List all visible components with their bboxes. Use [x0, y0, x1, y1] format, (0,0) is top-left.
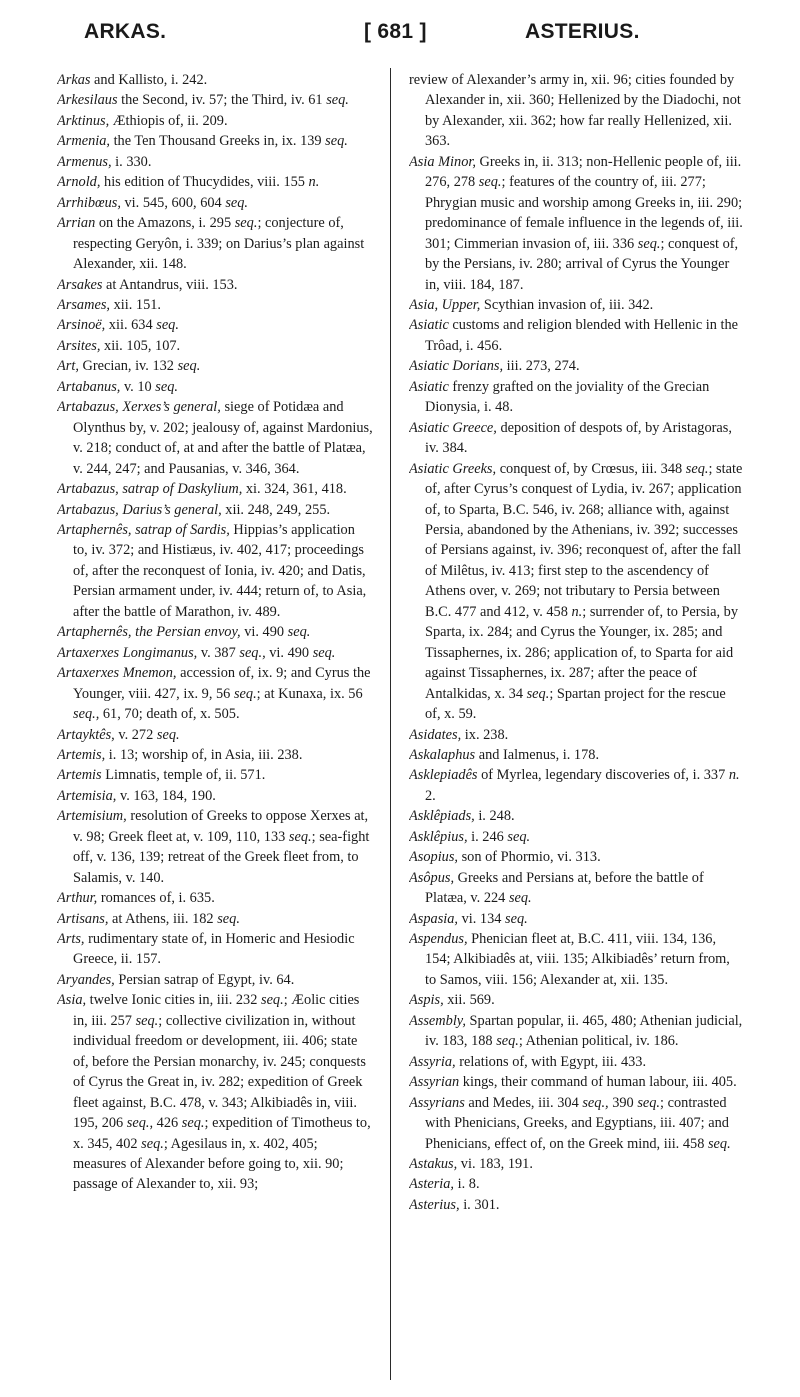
- index-entry: [57, 193, 373, 213]
- entry-text: Limnatis, temple of, ii. 571.: [101, 767, 266, 784]
- entry-term: seq.: [526, 685, 550, 702]
- entry-term: seq.: [637, 235, 661, 252]
- entry-term: Arnold,: [57, 174, 101, 191]
- entry-text: kings, their command of human labour, iii. 405.: [459, 1074, 737, 1091]
- entry-text: and Kallisto, i. 242.: [90, 72, 208, 88]
- entry-term: Arsakes: [57, 276, 103, 293]
- index-entry: [57, 315, 373, 335]
- entry-term: Asôpus,: [409, 869, 455, 886]
- index-entry: [57, 500, 373, 520]
- entry-term: Artisans,: [57, 910, 109, 927]
- index-entry: [409, 418, 743, 459]
- entry-text: vi. 183, 191.: [457, 1156, 533, 1173]
- index-entry: [57, 663, 373, 724]
- entry-text: Grecian, iv. 132: [78, 358, 178, 375]
- entry-term: Armenus,: [57, 153, 112, 170]
- entry-text: siege of Potidæa and Olynthus by, v. 202; jealousy of, against Mardonius, v. 218; conduct of, at and after the battle of Platæa, v. 244, 247; and Pausanias, v. 346, 364.: [73, 399, 373, 477]
- entry-text: his edition of Thucydides, viii. 155: [100, 174, 309, 191]
- index-entry: [57, 970, 373, 990]
- entry-term: seq.: [217, 910, 240, 927]
- entry-term: seq.: [325, 133, 348, 150]
- entry-term: seq.,: [73, 706, 100, 723]
- entry-text: iii. 273, 274.: [503, 358, 580, 375]
- entry-text: at Athens, iii. 182: [108, 910, 218, 927]
- index-entry: [409, 1154, 743, 1174]
- entry-term: Artayktês,: [57, 726, 115, 743]
- entry-term: Asidates,: [409, 726, 462, 743]
- entry-term: Assembly,: [409, 1012, 466, 1029]
- entry-text: of Myrlea, legendary discoveries of, i. 337: [477, 767, 729, 784]
- entry-text: xii. 151.: [110, 296, 162, 313]
- entry-text: ; Æolic cities in, iii. 257: [73, 992, 360, 1029]
- entry-term: Arsinoë,: [57, 317, 106, 334]
- entry-term: Art,: [57, 358, 79, 375]
- entry-text: review of Alexander’s army in, xii. 96; cities founded by Alexander in, xii. 360; Hellenized by the Diadochi, not by Alexander, xii. 362; how far really Hellenized, xii. 363.: [409, 72, 741, 150]
- entry-text: 61, 70; death of, x. 505.: [99, 706, 240, 723]
- entry-term: Asia, Upper,: [409, 296, 481, 313]
- index-entry: [409, 909, 743, 929]
- entry-term: seq.: [287, 624, 311, 641]
- entry-text: xii. 105, 107.: [100, 337, 181, 354]
- header-right-term: ASTERIUS.: [525, 20, 640, 43]
- index-entry: [57, 397, 373, 479]
- entry-term: seq.: [637, 1094, 661, 1111]
- index-entry: [57, 643, 373, 663]
- index-entry: [409, 1052, 743, 1072]
- entry-term: n.: [308, 174, 320, 191]
- entry-text: xi. 324, 361, 418.: [242, 481, 347, 498]
- index-entry: [57, 152, 373, 172]
- entry-text: and Ialmenus, i. 178.: [475, 746, 600, 763]
- index-entry: [57, 172, 373, 192]
- index-entry: [409, 356, 743, 376]
- entry-text: ix. 238.: [461, 726, 509, 743]
- index-entry: [57, 765, 373, 785]
- entry-term: seq.: [496, 1033, 519, 1050]
- entry-text: ; conjecture of, respecting Geryôn, i. 339; on Darius’s plan against Alexander, xii. 148.: [73, 215, 365, 273]
- entry-text: romances of, i. 635.: [97, 890, 215, 907]
- entry-term: seq.: [135, 1012, 159, 1029]
- entry-text: Hippias’s application to, iv. 372; and Histiæus, iv. 402, 417; proceedings of, after the reconquest of Ionia, iv. 420; and Datis, Persian armament under, iv. 444; return of, to Asia, after the battle of Marathon, iv. 489.: [73, 521, 367, 620]
- index-entry: [409, 868, 743, 909]
- entry-term: seq.: [156, 726, 180, 743]
- index-entry: [57, 479, 373, 499]
- entry-term: seq.: [156, 317, 179, 334]
- entry-text: Phenician fleet at, B.C. 411, viii. 134, 136, 154; Alkibiadês at, viii. 135; Alkibiadês’ return from, to Samos, viii. 156; Alexander at, xii. 135.: [425, 931, 730, 988]
- index-entry: [409, 70, 743, 152]
- entry-text: ; surrender of, to Persia, by Sparta, ix. 284; and Cyrus the Younger, ix. 285; and Tissaphernes, ix. 286; application of, to Sparta for aid against Tissaphernes, ix. 287; after the peace of Antalkidas, x. 34: [425, 603, 739, 702]
- index-entry: [57, 356, 373, 376]
- entry-term: seq.: [234, 215, 258, 232]
- index-entry: [409, 745, 743, 765]
- entry-term: seq.: [326, 92, 349, 109]
- entry-term: Askalaphus: [409, 746, 476, 763]
- entry-term: Armenia,: [57, 133, 110, 150]
- entry-text: vi. 545, 600, 604: [120, 194, 226, 211]
- entry-term: Arthur,: [57, 890, 98, 907]
- index-entry: [409, 1011, 743, 1052]
- right-column: [409, 70, 743, 1385]
- entry-text: relations of, with Egypt, iii. 433.: [455, 1053, 647, 1070]
- entry-text: Persian satrap of Egypt, iv. 64.: [114, 971, 295, 988]
- index-entry: [57, 111, 373, 131]
- index-entry: [409, 847, 743, 867]
- entry-text: 426: [153, 1115, 182, 1132]
- entry-term: Asklepiadês: [409, 767, 478, 784]
- index-entry: [57, 213, 373, 274]
- entry-text: i. 248.: [474, 808, 515, 825]
- index-entry: [57, 622, 373, 642]
- entry-term: seq.,: [582, 1094, 609, 1111]
- entry-term: seq.: [155, 378, 179, 395]
- index-entry: [409, 315, 743, 356]
- entry-text: 2.: [425, 787, 436, 804]
- entry-term: Arktinus,: [57, 112, 110, 129]
- entry-term: Arrhibœus,: [57, 194, 121, 211]
- entry-text: v. 10: [120, 378, 156, 395]
- index-entry: [57, 336, 373, 356]
- entry-term: Aspendus,: [409, 931, 468, 948]
- entry-term: seq.: [181, 1115, 205, 1132]
- entry-term: Artemisium,: [57, 808, 127, 825]
- index-entry: [57, 909, 373, 929]
- entry-text: twelve Ionic cities in, iii. 232: [86, 992, 261, 1009]
- entry-term: Artaphernês, satrap of Sardis,: [57, 521, 230, 538]
- index-entry: [57, 725, 373, 745]
- entry-term: seq.: [707, 1135, 731, 1152]
- entry-term: seq.: [505, 910, 528, 927]
- entry-text: xii. 569.: [443, 992, 495, 1009]
- entry-text: vi. 490: [265, 644, 313, 661]
- entry-term: seq.: [478, 174, 502, 191]
- entry-text: vi. 134: [458, 910, 506, 927]
- entry-term: Asiatic: [409, 317, 449, 334]
- entry-text: son of Phormio, vi. 313.: [458, 849, 601, 866]
- entry-text: Æthiopis of, ii. 209.: [109, 112, 228, 129]
- entry-text: v. 272: [114, 726, 157, 743]
- entry-text: ; sea-fight off, v. 136, 139; retreat of the Greek fleet from, to Salamis, v. 140.: [73, 828, 370, 886]
- entry-text: xii. 634: [105, 317, 157, 334]
- entry-term: Artabazus, Darius’s general,: [57, 501, 222, 518]
- index-entry: [409, 1195, 743, 1215]
- entry-term: Aspasia,: [409, 910, 459, 927]
- entry-term: seq.: [508, 890, 532, 907]
- entry-text: ; Agesilaus in, x. 402, 405; measures of Alexander before going to, xii. 90; passage of Alexander to, xii. 93;: [73, 1135, 344, 1193]
- entry-text: i. 246: [467, 828, 508, 845]
- entry-term: seq.: [233, 685, 257, 702]
- entry-text: ; expedition of Timotheus to, x. 345, 402: [73, 1115, 371, 1152]
- index-entry: [57, 131, 373, 151]
- entry-text: customs and religion blended with Hellenic in the Trôad, i. 456.: [425, 317, 739, 354]
- entry-text: ; conquest of, by the Persians, iv. 280; arrival of Cyrus the Younger in, viii. 184, 187.: [425, 235, 739, 293]
- entry-text: at Antandrus, viii. 153.: [102, 276, 238, 293]
- entry-term: Aspis,: [409, 992, 444, 1009]
- index-entry: [409, 725, 743, 745]
- entry-term: seq.: [177, 358, 201, 375]
- index-entry: [409, 152, 743, 295]
- entry-term: Artemis,: [57, 746, 106, 763]
- index-entry: [57, 888, 373, 908]
- entry-term: seq.,: [126, 1115, 154, 1132]
- index-entry: [409, 1093, 743, 1154]
- entry-text: accession of, ix. 9; and Cyrus the Younger, viii. 427, ix. 9, 56: [73, 665, 371, 702]
- entry-text: v. 387: [197, 644, 240, 661]
- entry-text: 390: [608, 1094, 638, 1111]
- index-entry: [57, 377, 373, 397]
- index-entry: [409, 1072, 743, 1092]
- entry-term: Artaxerxes Mnemon,: [57, 665, 177, 682]
- column-divider: [390, 68, 391, 1380]
- entry-term: Assyrian: [409, 1074, 460, 1091]
- entry-term: Asiatic Greeks,: [409, 460, 497, 477]
- entry-term: Artabazus, satrap of Daskylium,: [57, 481, 243, 498]
- entry-term: Assyria,: [409, 1053, 456, 1070]
- header-left-term: ARKAS.: [84, 20, 167, 43]
- left-column: [57, 70, 373, 1385]
- entry-term: Arrian: [57, 215, 96, 232]
- entry-term: Arts,: [57, 931, 85, 948]
- index-entry: [409, 765, 743, 806]
- entry-text: i. 13; worship of, in Asia, iii. 238.: [105, 746, 303, 763]
- index-entry: [57, 786, 373, 806]
- entry-term: Asiatic Greece,: [409, 419, 497, 436]
- entry-text: deposition of despots of, by Aristagoras, iv. 384.: [425, 419, 732, 457]
- entry-term: Asia Minor,: [409, 153, 476, 170]
- entry-text: Spartan popular, ii. 465, 480; Athenian judicial, iv. 183, 188: [425, 1012, 743, 1050]
- entry-term: Artabazus, Xerxes’s general,: [57, 399, 221, 416]
- entry-text: the Ten Thousand Greeks in, ix. 139: [109, 133, 326, 150]
- entry-term: Artaphernês, the Persian envoy,: [57, 624, 241, 641]
- entry-text: ; collective civilization in, without individual freedom or development, iii. 406; state of, before the Persian monarchy, iv. 245; conquests of Cyrus the Great in, iv. 282; expedition of Greek fleet against, B.C. 478, v. 343; Alkibiadês in, viii. 195, 206: [73, 1012, 366, 1132]
- index-entry: [57, 70, 373, 90]
- entry-term: Asteria,: [409, 1176, 455, 1193]
- index-entry: [409, 1174, 743, 1194]
- entry-text: xii. 248, 249, 255.: [221, 501, 331, 518]
- entry-text: and Medes, iii. 304: [464, 1094, 583, 1111]
- entry-term: seq.: [507, 828, 531, 845]
- index-entry: [409, 827, 743, 847]
- running-header: [0, 20, 800, 50]
- entry-term: Asiatic Dorians,: [409, 358, 504, 375]
- entry-term: Asia,: [57, 992, 87, 1009]
- index-entry: [57, 275, 373, 295]
- entry-text: ; features of the country of, iii. 277; Phrygian music and worship among Greeks in, iii. 290; predominance of female influence in the legends of, iii. 301; Cimmerian invasion of, iii. 336: [425, 174, 743, 252]
- entry-term: Asklêpiads,: [409, 808, 475, 825]
- entry-term: Aryandes,: [57, 971, 115, 988]
- index-entry: [409, 459, 743, 725]
- entry-term: seq.: [312, 644, 336, 661]
- entry-text: Scythian invasion of, iii. 342.: [480, 296, 654, 313]
- entry-term: seq.: [260, 992, 284, 1009]
- entry-text: i. 330.: [111, 153, 152, 170]
- index-entry: [57, 90, 373, 110]
- entry-term: Asterius,: [409, 1196, 460, 1213]
- entry-term: Asopius,: [409, 849, 459, 866]
- entry-term: Asklêpius,: [409, 828, 468, 845]
- entry-text: Greeks in, ii. 313; non-Hellenic people of, iii. 276, 278: [425, 153, 742, 191]
- entry-text: i. 301.: [459, 1196, 500, 1213]
- entry-term: Asiatic: [409, 378, 449, 395]
- entry-term: Arsames,: [57, 296, 110, 313]
- entry-term: Assyrians: [409, 1094, 465, 1111]
- entry-text: the Second, iv. 57; the Third, iv. 61: [117, 92, 327, 109]
- index-entry: [409, 990, 743, 1010]
- entry-text: ; state of, after Cyrus’s conquest of Lydia, iv. 267; application of, to Sparta, B.C. 546, iv. 268; alliance with, against Persia, abandoned by the Athenians, iv. 392; successes of Persians against, iv. 396; reconquest of, after the fall of Milêtus, iv. 413; first step to the ascendency of Athens over, v. 269; not tributary to Persia between B.C. 477 and 412, v. 458: [425, 460, 743, 620]
- entry-text: on the Amazons, i. 295: [95, 215, 235, 232]
- index-entry: [57, 520, 373, 622]
- index-entry: [409, 806, 743, 826]
- index-entry: [57, 745, 373, 765]
- entry-term: seq.: [141, 1135, 164, 1152]
- entry-term: Artaxerxes Longimanus,: [57, 644, 198, 661]
- index-entry: [57, 929, 373, 970]
- index-entry: [409, 377, 743, 418]
- entry-text: vi. 490: [240, 624, 288, 641]
- entry-term: seq.: [288, 828, 312, 845]
- entry-term: Artemisia,: [57, 787, 117, 804]
- entry-term: n.: [728, 767, 740, 784]
- entry-term: Arkas: [57, 72, 91, 88]
- entry-text: conquest of, by Crœsus, iii. 348: [496, 460, 686, 477]
- entry-text: rudimentary state of, in Homeric and Hesiodic Greece, ii. 157.: [73, 931, 355, 968]
- entry-term: Artabanus,: [57, 378, 121, 395]
- index-entry: [409, 929, 743, 990]
- entry-term: seq.: [225, 194, 249, 211]
- entry-term: Astakus,: [409, 1156, 458, 1173]
- entry-text: ; Spartan project for the rescue of, x. 59.: [425, 685, 726, 723]
- entry-text: resolution of Greeks to oppose Xerxes at, v. 98; Greek fleet at, v. 109, 110, 133: [73, 808, 369, 845]
- entry-term: seq.: [685, 460, 709, 477]
- entry-text: ; contrasted with Phenicians, Greeks, and Egyptians, iii. 407; and Phenicians, effect of, on the Greek mind, iii. 458: [425, 1094, 729, 1152]
- index-entry: [57, 295, 373, 315]
- entry-term: n.: [571, 603, 583, 620]
- entry-term: Artemis: [57, 767, 102, 784]
- entry-text: i. 8.: [454, 1176, 480, 1193]
- entry-term: seq.,: [239, 644, 266, 661]
- page-number: [ 681 ]: [364, 20, 427, 43]
- entry-term: Arsites,: [57, 337, 101, 354]
- entry-text: ; at Kunaxa, ix. 56: [256, 685, 363, 702]
- index-entry: [409, 295, 743, 315]
- entry-text: Greeks and Persians at, before the battle of Platæa, v. 224: [425, 869, 704, 907]
- entry-text: frenzy grafted on the joviality of the Grecian Dionysia, i. 48.: [425, 378, 710, 416]
- entry-text: ; Athenian political, iv. 186.: [518, 1033, 679, 1050]
- entry-term: Arkesilaus: [57, 92, 118, 109]
- index-entry: [57, 990, 373, 1195]
- entry-text: v. 163, 184, 190.: [116, 787, 216, 804]
- index-entry: [57, 806, 373, 888]
